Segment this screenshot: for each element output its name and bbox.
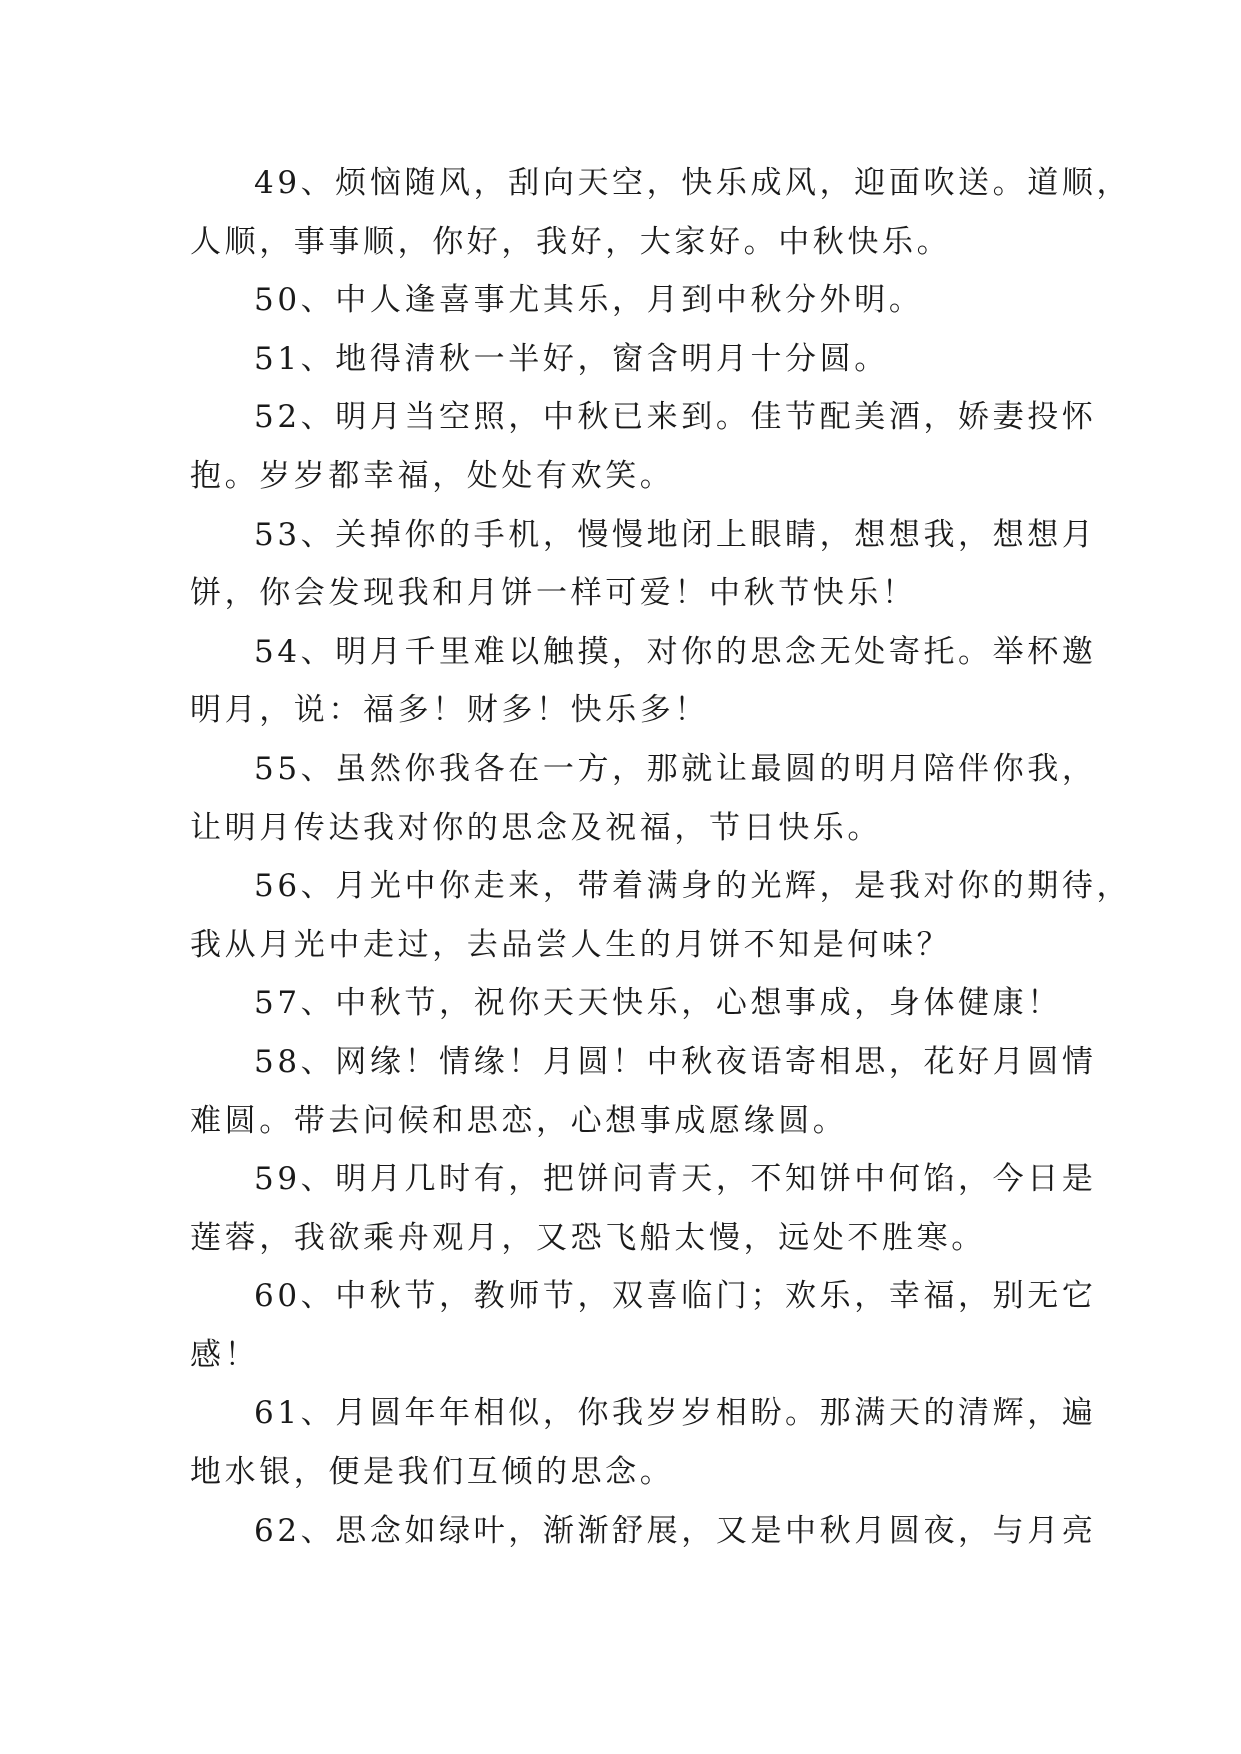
paragraph-54 <box>190 623 1097 740</box>
paragraph-line: 明月，说：福多！财多！快乐多！ <box>190 692 709 729</box>
paragraph-56 <box>190 857 1132 974</box>
paragraph-line: 抱。岁岁都幸福，处处有欢笑。 <box>190 457 675 494</box>
paragraph-51 <box>190 330 1050 389</box>
paragraph-61 <box>190 1384 1097 1501</box>
paragraph-49 <box>190 154 1132 271</box>
paragraph-50 <box>190 271 1050 330</box>
paragraph-line: 我从月光中走过，去品尝人生的月饼不知是何味？ <box>190 926 952 963</box>
paragraph-line: 61、月圆年年相似，你我岁岁相盼。那满天的清辉，遍 <box>254 1395 1097 1432</box>
paragraph-53 <box>190 506 1097 623</box>
paragraph-line: 56、月光中你走来，带着满身的光辉，是我对你的期待， <box>254 868 1132 905</box>
document-body <box>190 154 1132 1560</box>
paragraph-line: 59、明月几时有，把饼问青天，不知饼中何馅，今日是 <box>254 1161 1097 1198</box>
paragraph-55 <box>190 740 1097 857</box>
paragraph-line: 让明月传达我对你的思念及祝福，节日快乐。 <box>190 809 882 846</box>
paragraph-60 <box>190 1267 1097 1384</box>
paragraph-59 <box>190 1150 1097 1267</box>
paragraph-line: 莲蓉，我欲乘舟观月，又恐飞船太慢，远处不胜寒。 <box>190 1219 986 1256</box>
paragraph-line: 54、明月千里难以触摸，对你的思念无处寄托。举杯邀 <box>254 633 1097 670</box>
paragraph-62 <box>190 1502 1097 1561</box>
paragraph-line: 地水银，便是我们互倾的思念。 <box>190 1454 675 1491</box>
paragraph-57 <box>190 974 1062 1033</box>
paragraph-line: 人顺，事事顺，你好，我好，大家好。中秋快乐。 <box>190 223 952 260</box>
paragraph-line: 感！ <box>190 1336 260 1373</box>
paragraph-52 <box>190 388 1097 505</box>
paragraph-line: 58、网缘！情缘！月圆！中秋夜语寄相思，花好月圆情 <box>254 1043 1097 1080</box>
paragraph-line: 55、虽然你我各在一方，那就让最圆的明月陪伴你我， <box>254 750 1097 787</box>
paragraph-line: 53、关掉你的手机，慢慢地闭上眼睛，想想我，想想月 <box>254 516 1097 553</box>
paragraph-line: 62、思念如绿叶，渐渐舒展，又是中秋月圆夜，与月亮 <box>254 1512 1097 1549</box>
paragraph-line: 57、中秋节，祝你天天快乐，心想事成，身体健康！ <box>254 985 1062 1022</box>
paragraph-line: 52、明月当空照，中秋已来到。佳节配美酒，娇妻投怀 <box>254 399 1097 436</box>
paragraph-line: 49、烦恼随风，刮向天空，快乐成风，迎面吹送。道顺， <box>254 165 1132 201</box>
paragraph-line: 60、中秋节，教师节，双喜临门；欢乐，幸福，别无它 <box>254 1278 1097 1315</box>
paragraph-line: 难圆。带去问候和思恋，心想事成愿缘圆。 <box>190 1102 848 1139</box>
paragraph-line: 50、中人逢喜事尤其乐，月到中秋分外明。 <box>254 282 924 319</box>
paragraph-58 <box>190 1033 1097 1150</box>
paragraph-line: 饼，你会发现我和月饼一样可爱！中秋节快乐！ <box>190 575 917 612</box>
paragraph-line: 51、地得清秋一半好，窗含明月十分圆。 <box>254 340 889 377</box>
